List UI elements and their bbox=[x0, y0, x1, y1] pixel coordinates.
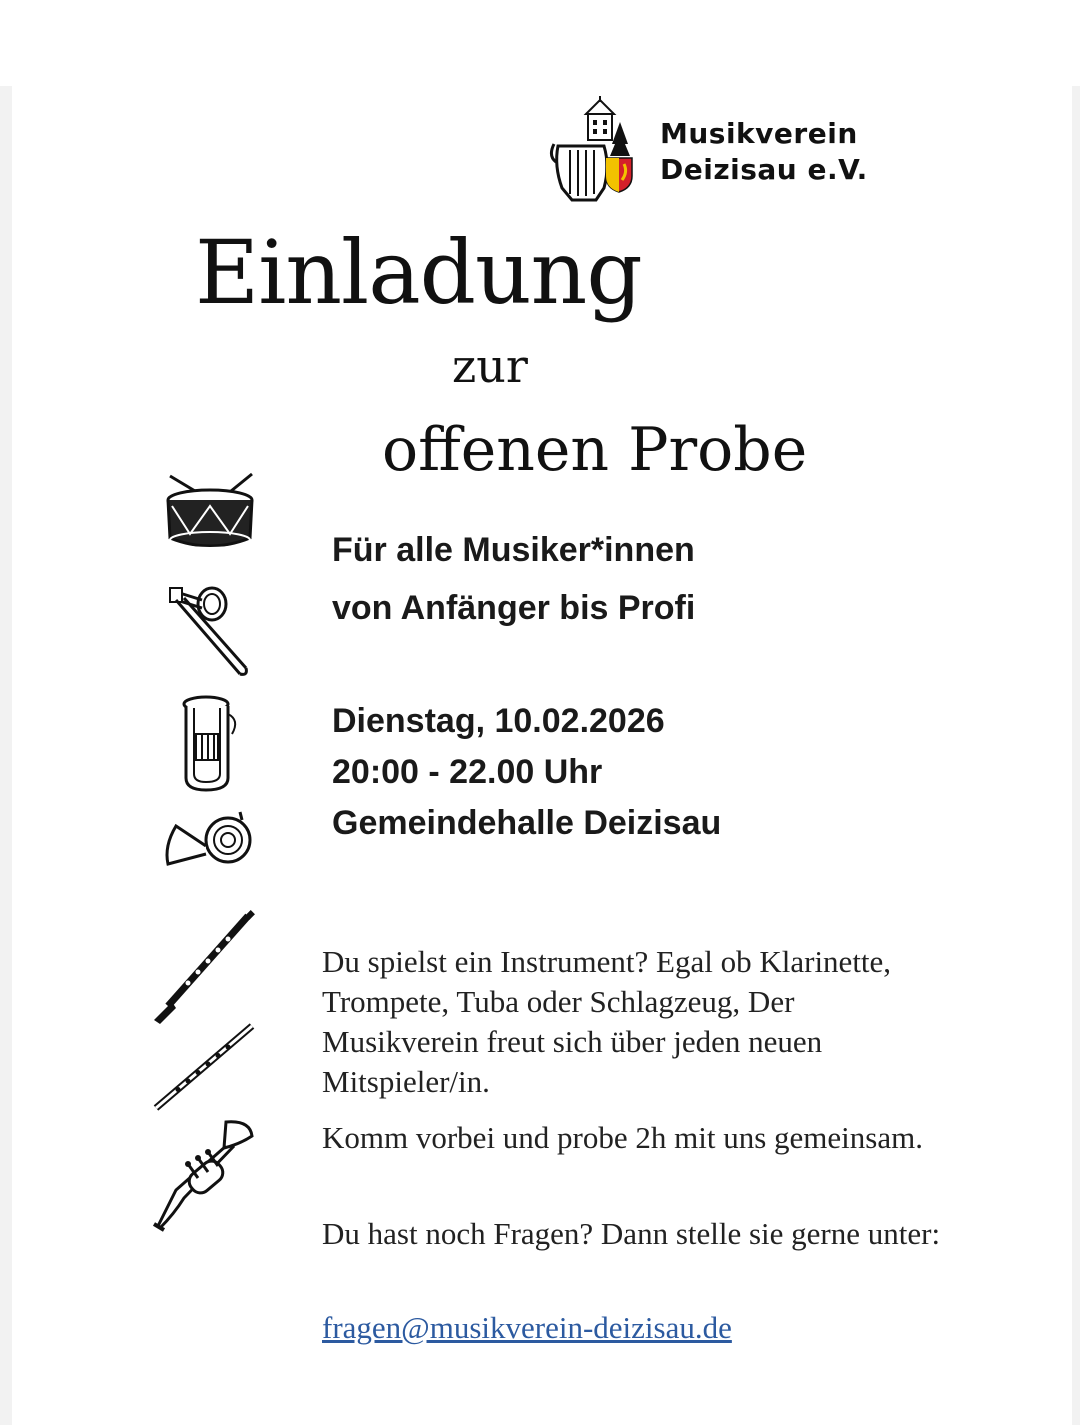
top-bar bbox=[0, 0, 1080, 86]
page-title: Einladung bbox=[195, 221, 642, 324]
questions-paragraph: Du hast noch Fragen? Dann stelle sie gerne unter: bbox=[322, 1216, 941, 1251]
musikverein-logo-icon bbox=[548, 96, 638, 208]
org-line-1: Musikverein bbox=[660, 117, 858, 150]
audience-line-2: von Anfänger bis Profi bbox=[332, 589, 696, 627]
tuba-icon bbox=[176, 694, 242, 794]
drum-icon bbox=[160, 470, 260, 554]
clarinet-icon bbox=[148, 910, 258, 1026]
come-by-paragraph: Komm vorbei und probe 2h mit uns gemeinsam. bbox=[322, 1120, 923, 1155]
title-subtitle: offenen Probe bbox=[382, 415, 808, 485]
trumpet-icon bbox=[148, 1118, 256, 1234]
org-line-2: Deizisau e.V. bbox=[660, 153, 868, 186]
invitation-paragraph: Du spielst ein Instrument? Egal ob Klarinette, Trompete, Tuba oder Schlagzeug, Der Musikverein freut sich über jeden neuen Mitspieler/in. bbox=[322, 944, 892, 1099]
french-horn-icon bbox=[162, 806, 254, 870]
audience-line-1: Für alle Musiker*innen bbox=[332, 531, 695, 569]
contact-email-link[interactable]: fragen@musikverein-deizisau.de bbox=[322, 1310, 732, 1345]
event-date: Dienstag, 10.02.2026 bbox=[332, 702, 665, 740]
event-time: 20:00 - 22.00 Uhr bbox=[332, 753, 603, 791]
trombone-icon bbox=[162, 580, 252, 680]
organization-name bbox=[660, 116, 868, 188]
title-zur: zur bbox=[452, 339, 528, 393]
flute-icon bbox=[148, 1020, 258, 1116]
event-location: Gemeindehalle Deizisau bbox=[332, 804, 722, 842]
